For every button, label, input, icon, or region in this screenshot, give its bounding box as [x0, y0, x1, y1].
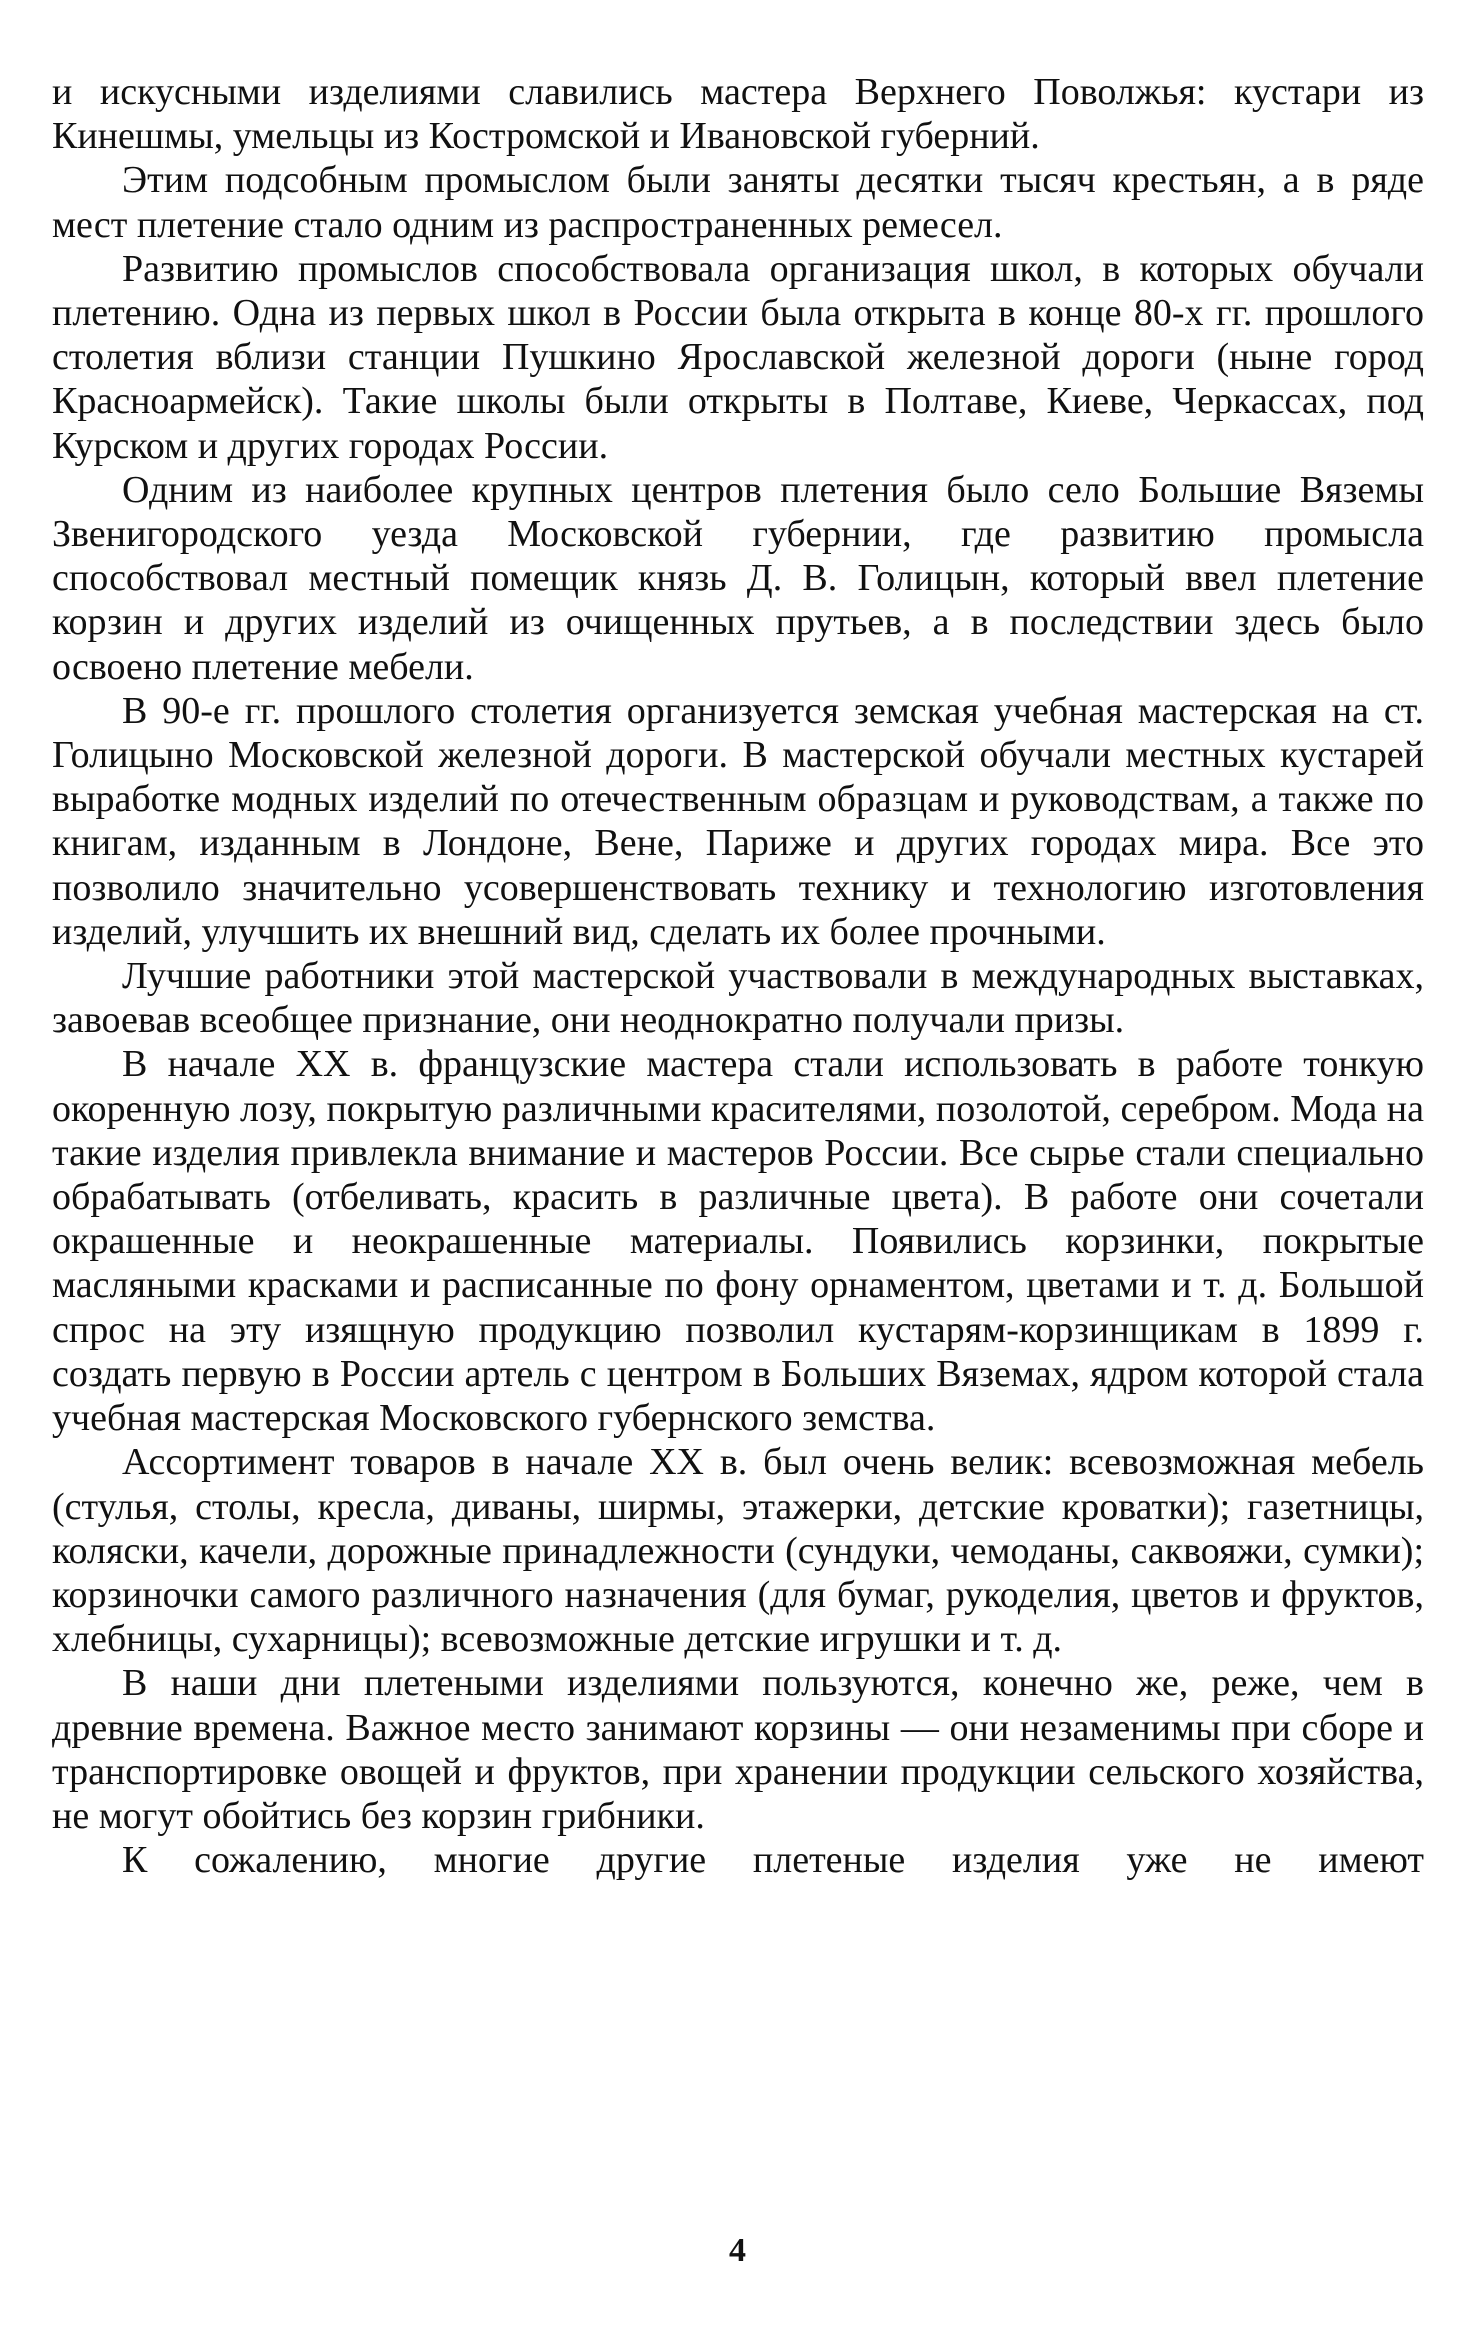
- paragraph: В начале XX в. французские мастера стали использовать в работе тонкую окоренную лозу, покрытую различными красителями, позолотой, серебром. Мода на такие изделия привлекла внимание и мастеров России. Все сырье стали специально обрабатывать (отбеливать, красить в различные цвета). В работе они сочетали окрашенные и неокрашенные материалы. Появились корзинки, покрытые масляными красками и расписанные по фону орнаментом, цветами и т. д. Большой спрос на эту изящную продукцию позволил кустарям-корзинщикам в 1899 г. создать первую в России артель с центром в Больших Вяземах, ядром которой стала учебная мастерская Московского губернского земства.: [52, 1043, 1424, 1440]
- paragraph: В наши дни плетеными изделиями пользуются, конечно же, реже, чем в древние времена. Важное место занимают корзины — они незаменимы при сборе и транспортировке овощей и фруктов, при хранении продукции сельского хозяйства, не могут обойтись без корзин грибники.: [52, 1662, 1424, 1837]
- page-number: 4: [729, 2232, 746, 2269]
- paragraph: Ассортимент товаров в начале XX в. был очень велик: всевозможная мебель (стулья, столы, кресла, диваны, ширмы, этажерки, детские кроватки); газетницы, коляски, качели, дорожные принадлежности (сундуки, чемоданы, саквояжи, сумки); корзиночки самого различного назначения (для бумаг, рукоделия, цветов и фруктов, хлебницы, сухарницы); всевозможные детские игрушки и т. д.: [52, 1441, 1424, 1661]
- paragraph: Этим подсобным промыслом были заняты десятки тысяч крестьян, а в ряде мест плетение стало одним из распространенных ремесел.: [52, 159, 1424, 246]
- paragraph: В 90-е гг. прошлого столетия организуется земская учебная мастерская на ст. Голицыно Московской железной дороги. В мастерской обучали местных кустарей выработке модных изделий по отечественным образцам и руководствам, а также по книгам, изданным в Лондоне, Вене, Париже и других городах мира. Все это позволило значительно усовершенствовать технику и технологию изготовления изделий, улучшить их внешний вид, сделать их более прочными.: [52, 689, 1424, 953]
- paragraph-last: К сожалению, многие другие плетеные изделия уже не имеют: [122, 1839, 1424, 1882]
- paragraph: Развитию промыслов способствовала организация школ, в которых обучали плетению. Одна из первых школ в России была открыта в конце 80-х гг. прошлого столетия вблизи станции Пушкино Ярославской железной дороги (ныне город Красноармейск). Такие школы были открыты в Полтаве, Киеве, Черкассах, под Курском и других городах России.: [52, 247, 1424, 467]
- paragraph: Лучшие работники этой мастерской участвовали в международных выставках, завоевав всеобщее признание, они неоднократно получали призы.: [52, 955, 1424, 1042]
- paragraph-continuation: и искусными изделиями славились мастера Верхнего Поволжья: кустари из Кинешмы, умельцы из Костромской и Ивановской губерний.: [52, 71, 1424, 158]
- page-body: [52, 70, 1424, 1882]
- paragraph: Одним из наиболее крупных центров плетения было село Большие Вяземы Звенигородского уезда Московской губернии, где развитию промысла способствовал местный помещик князь Д. В. Голицын, который ввел плетение корзин и других изделий из очищенных прутьев, а в последствии здесь было освоено плетение мебели.: [52, 468, 1424, 688]
